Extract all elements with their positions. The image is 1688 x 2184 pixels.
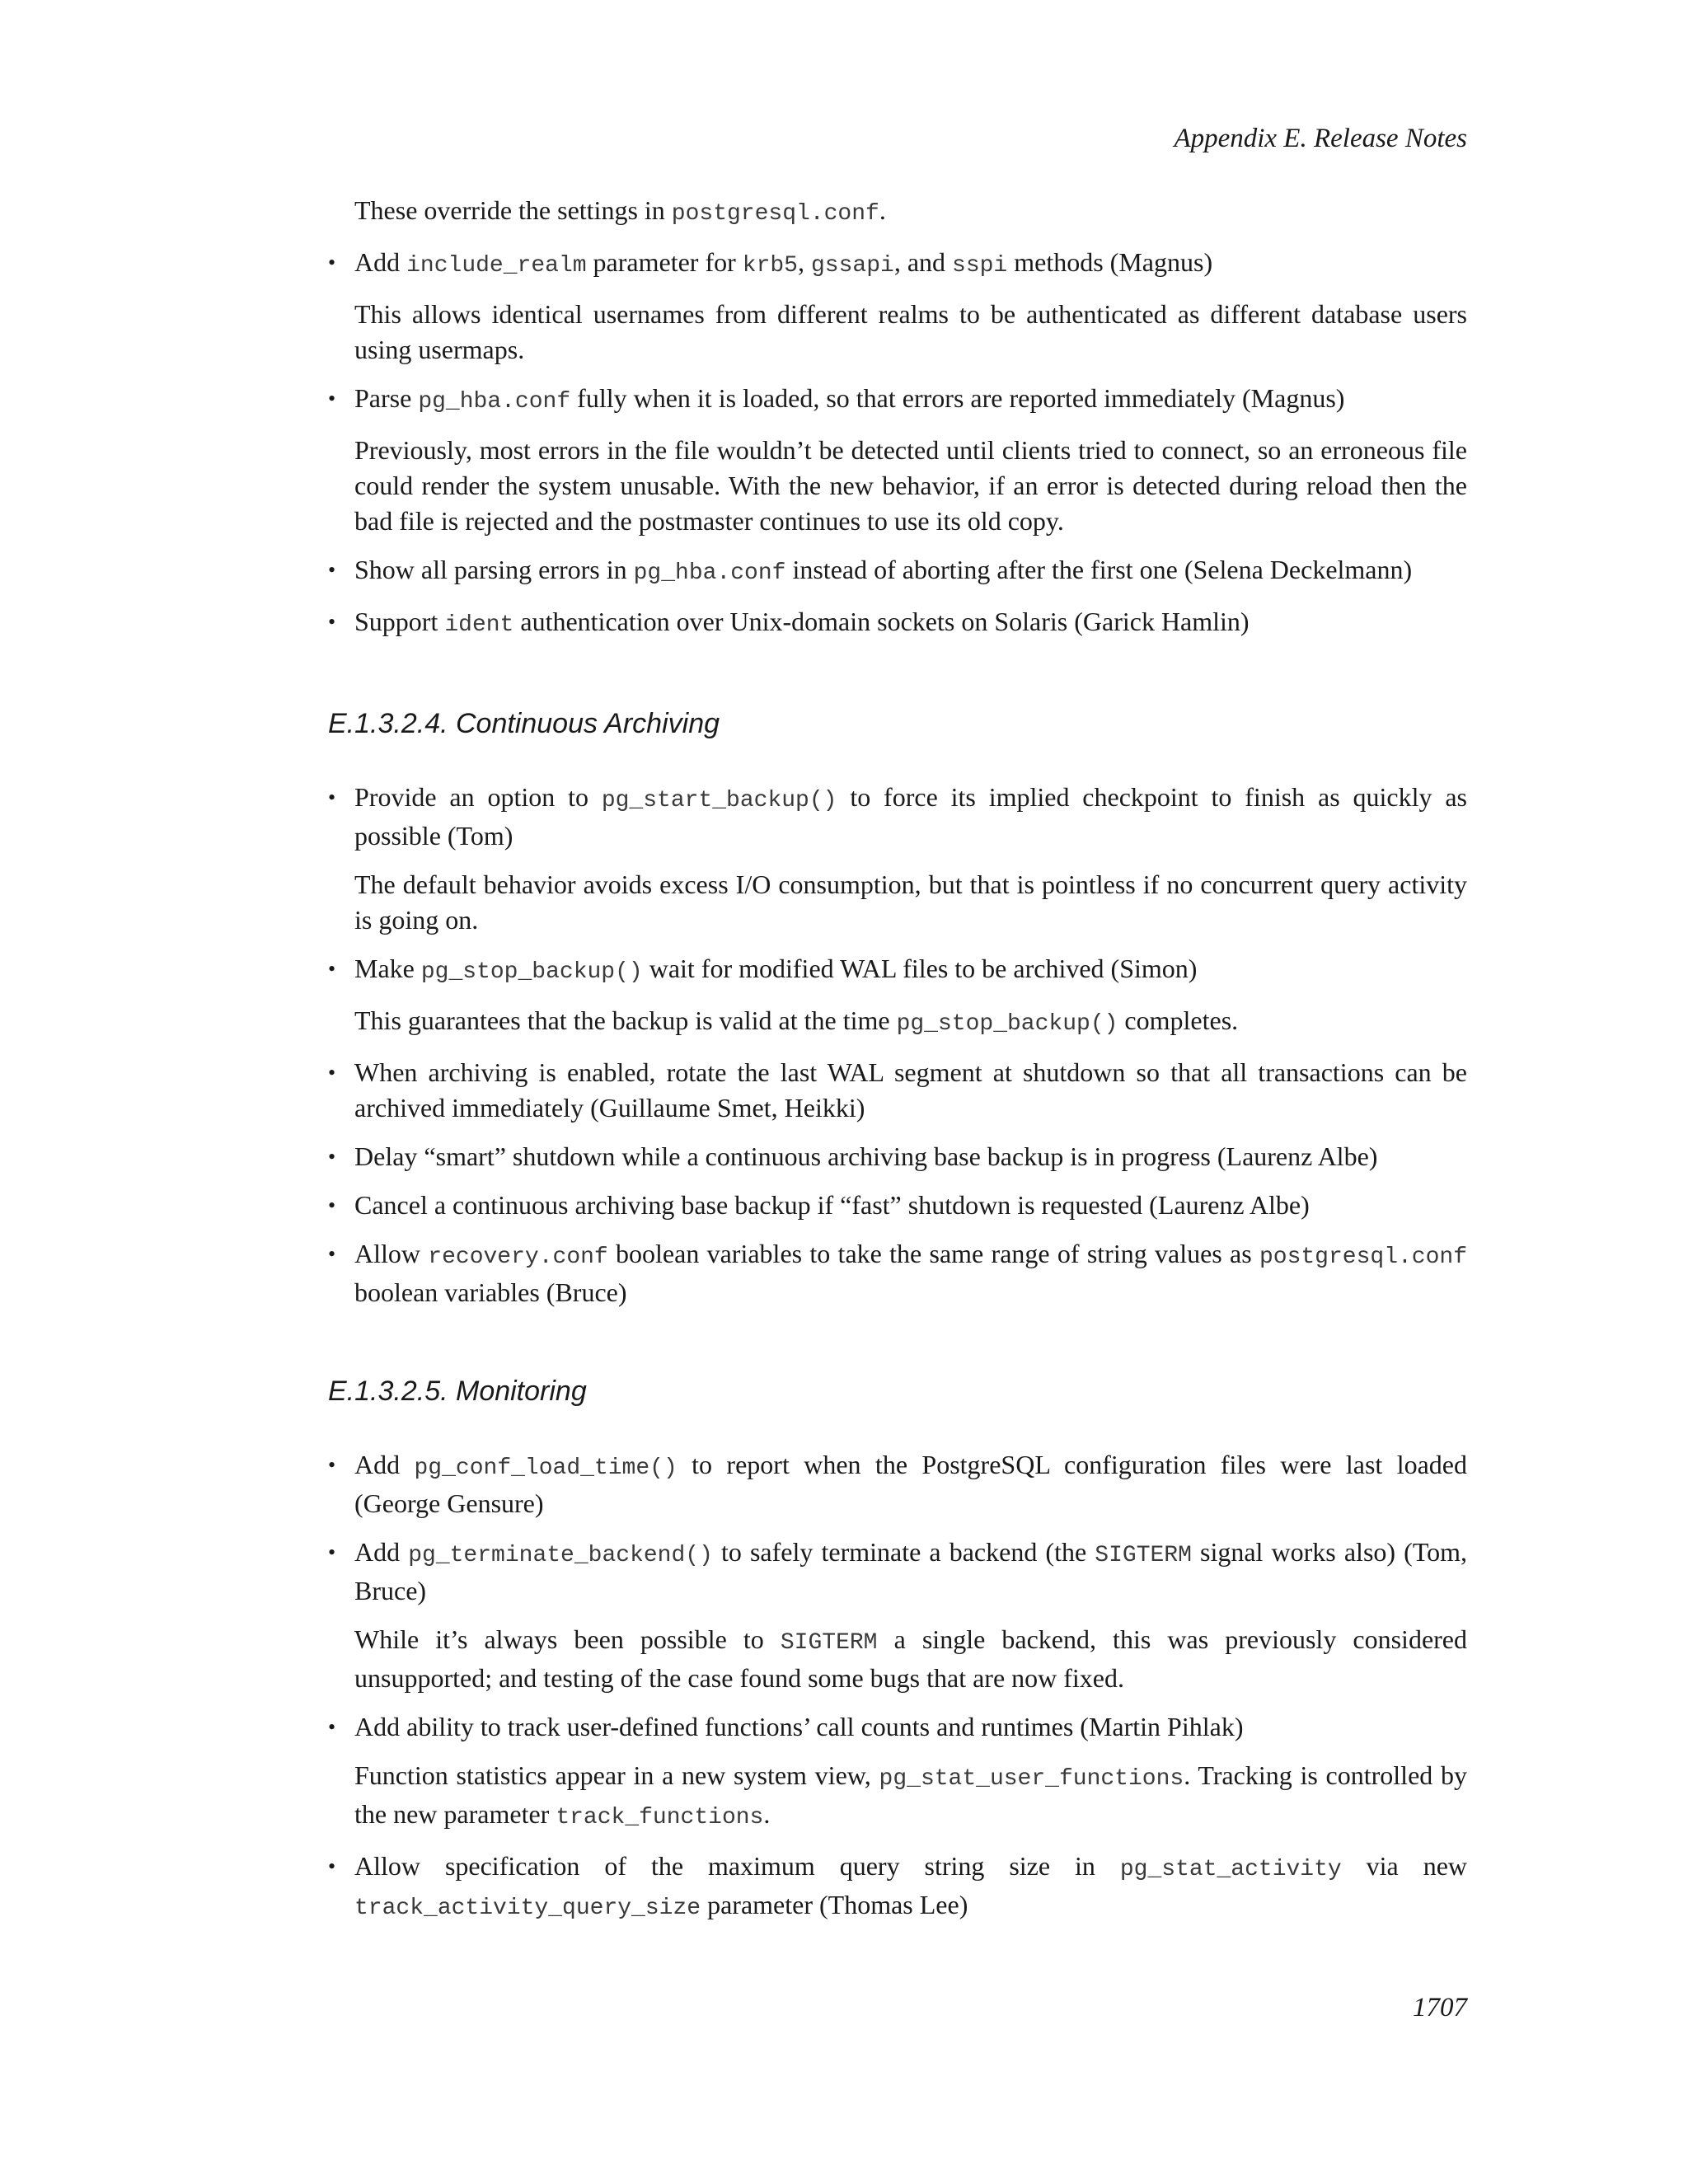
- code: pg_stop_backup(): [896, 1011, 1118, 1037]
- text: Add ability to track user-defined functions’ call counts and runtimes (Martin Pihlak): [354, 1712, 1244, 1741]
- section-title: E.1.3.2.5. Monitoring: [328, 1376, 587, 1407]
- bullet-icon: •: [328, 1715, 336, 1739]
- text: . Tracking is controlled by the new parameter: [354, 1760, 1467, 1829]
- code: SIGTERM: [780, 1630, 878, 1656]
- text: completes.: [1118, 1005, 1239, 1035]
- page-number: 1707: [1413, 1993, 1467, 2022]
- code: track_activity_query_size: [354, 1896, 701, 1921]
- text: These override the settings in: [354, 195, 672, 225]
- code: pg_stat_activity: [1119, 1857, 1342, 1882]
- code: track_functions: [556, 1805, 764, 1830]
- running-header: Appendix E. Release Notes: [1174, 124, 1467, 153]
- item-detail: The default behavior avoids excess I/O consumption, but that is pointless if no concurrent query activity is going on.: [354, 869, 1467, 935]
- list-item: [328, 1447, 1467, 1521]
- text: parameter for: [586, 247, 743, 277]
- text: signal works also) (Tom, Bruce): [354, 1537, 1468, 1605]
- text: .: [763, 1799, 771, 1829]
- code: sspi: [952, 253, 1008, 279]
- code: pg_stop_backup(): [420, 959, 643, 985]
- list-item: [328, 1535, 1467, 1696]
- text: to report when the PostgreSQL configuration files were last loaded (George Gensure): [354, 1450, 1468, 1518]
- text: via new: [1341, 1851, 1468, 1881]
- text: Support: [354, 607, 445, 636]
- text: , and: [893, 247, 953, 277]
- item-detail: Previously, most errors in the file wouldn’t be detected until clients tried to connect, so an erroneous file could render the system unusable. With the new behavior, if an error is detected during reload then the bad file is rejected and the postmaster continues to use its old copy.: [354, 435, 1467, 536]
- bullet-icon: •: [328, 1453, 336, 1477]
- text: Add: [354, 1537, 409, 1567]
- code: include_realm: [406, 253, 587, 279]
- code: ident: [444, 612, 514, 638]
- list-item: [328, 604, 1467, 643]
- text: While it’s always been possible to: [354, 1624, 781, 1654]
- list-item: [328, 780, 1467, 938]
- code: postgresql.conf: [671, 201, 879, 227]
- text: fully when it is loaded, so that errors are reported immediately (Magnus): [570, 383, 1345, 413]
- text: a single backend, this was previously considered unsupported; and testing of the case found some bugs that are now fixed.: [354, 1624, 1468, 1693]
- list-item: [328, 1236, 1467, 1310]
- code: gssapi: [810, 253, 894, 279]
- bullet-icon: •: [328, 251, 336, 274]
- text: instead of aborting after the first one (Selena Deckelmann): [785, 555, 1413, 584]
- text: boolean variables (Bruce): [354, 1277, 627, 1307]
- bullet-icon: •: [328, 387, 336, 410]
- text: When archiving is enabled, rotate the last WAL segment at shutdown so that all transactions can be archived immediately (Guillaume Smet, Heikki): [354, 1057, 1467, 1122]
- bullet-icon: •: [328, 1061, 336, 1085]
- list-item: [328, 1055, 1467, 1126]
- text: to force its implied checkpoint to finish as quickly as possible (Tom): [354, 782, 1468, 851]
- code: krb5: [742, 253, 798, 279]
- code: pg_hba.conf: [418, 389, 571, 415]
- code: recovery.conf: [428, 1244, 608, 1270]
- code: pg_terminate_backend(): [408, 1543, 713, 1568]
- item-detail: [354, 1622, 1467, 1696]
- text: .: [879, 195, 886, 225]
- text: Cancel a continuous archiving base backup if “fast” shutdown is requested (Laurenz Albe): [354, 1190, 1310, 1220]
- list-item: [328, 1139, 1467, 1174]
- text: Allow: [354, 1239, 429, 1268]
- list-item: [328, 1188, 1467, 1223]
- text: boolean variables to take the same range of string values as: [607, 1239, 1259, 1268]
- item-detail: [354, 1003, 1467, 1042]
- text: Add: [354, 1450, 415, 1479]
- bullet-icon: •: [328, 558, 336, 582]
- text: authentication over Unix-domain sockets on Solaris (Garick Hamlin): [513, 607, 1250, 636]
- code: postgresql.conf: [1259, 1244, 1468, 1270]
- text: Add: [354, 247, 407, 277]
- text: wait for modified WAL files to be archived (Simon): [642, 954, 1198, 983]
- code: pg_conf_load_time(): [414, 1455, 678, 1481]
- text: Show all parsing errors in: [354, 555, 634, 584]
- code: pg_stat_user_functions: [879, 1766, 1184, 1792]
- bullet-icon: •: [328, 1242, 336, 1266]
- item-detail: This allows identical usernames from different realms to be authenticated as different database users using usermaps.: [354, 299, 1467, 364]
- list-item: [328, 245, 1467, 368]
- list-item: [328, 552, 1467, 591]
- list-item: [328, 381, 1467, 539]
- text: Delay “smart” shutdown while a continuous archiving base backup is in progress (Laurenz Albe): [354, 1141, 1378, 1171]
- text: Parse: [354, 383, 419, 413]
- list-item: [328, 951, 1467, 1042]
- intro-paragraph: [354, 193, 1467, 232]
- text: Function statistics appear in a new system view,: [354, 1760, 879, 1790]
- text: Make: [354, 954, 421, 983]
- bullet-icon: •: [328, 610, 336, 634]
- bullet-icon: •: [328, 1854, 336, 1878]
- text: to safely terminate a backend (the: [712, 1537, 1095, 1567]
- bullet-icon: •: [328, 1540, 336, 1564]
- section-title: E.1.3.2.4. Continuous Archiving: [328, 708, 720, 739]
- item-detail: [354, 1758, 1467, 1835]
- page-content: [328, 193, 1467, 1939]
- text: ,: [797, 247, 811, 277]
- list-item: [328, 1849, 1467, 1926]
- text: methods (Magnus): [1007, 247, 1213, 277]
- list-item: [328, 1709, 1467, 1835]
- code: SIGTERM: [1095, 1543, 1192, 1568]
- bullet-icon: •: [328, 1193, 336, 1217]
- text: parameter (Thomas Lee): [701, 1890, 968, 1919]
- bullet-icon: •: [328, 785, 336, 809]
- text: Provide an option to: [354, 782, 602, 812]
- code: pg_hba.conf: [633, 560, 786, 586]
- bullet-icon: •: [328, 1145, 336, 1169]
- code: pg_start_backup(): [601, 788, 837, 813]
- bullet-icon: •: [328, 957, 336, 981]
- text: This guarantees that the backup is valid at the time: [354, 1005, 897, 1035]
- text: Allow specification of the maximum query string size in: [354, 1851, 1120, 1881]
